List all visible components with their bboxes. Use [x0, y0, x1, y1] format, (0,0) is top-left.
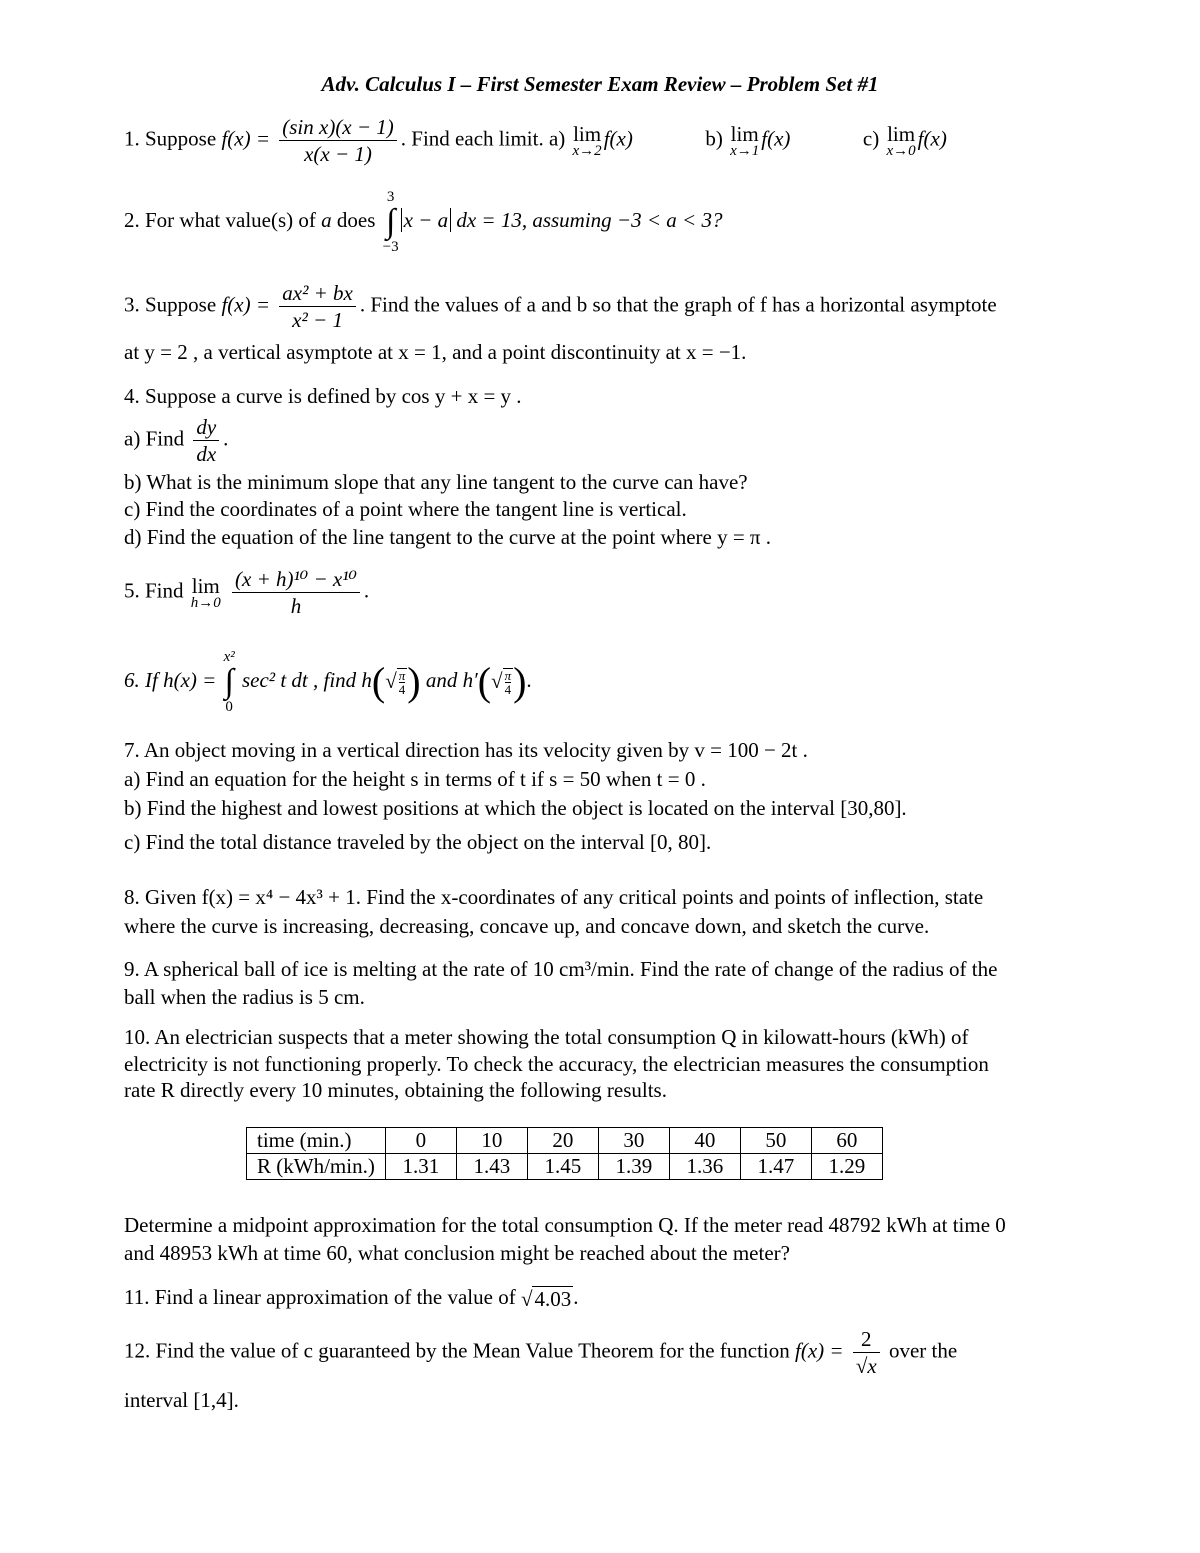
p12-numerator: 2 — [853, 1326, 880, 1353]
lim-label: lim — [573, 121, 602, 146]
p2-lead: 2. For what value(s) of — [124, 207, 316, 232]
problem-10-after1: Determine a midpoint approximation for the total consumption Q. If the meter read 48792 kWh at time 0 — [124, 1213, 1006, 1237]
problem-11 — [124, 1284, 578, 1312]
p1-text: . Find each limit. a) — [400, 126, 566, 151]
p12-lead: 12. Find the value of c guaranteed by the Mean Value Theorem for the function — [124, 1338, 790, 1363]
table-cell: 1.39 — [598, 1154, 669, 1180]
p5-denominator: h — [290, 594, 302, 618]
p1-fx-c: f(x) — [917, 126, 947, 151]
lim-subscript: x→1 — [730, 142, 760, 159]
p2-does: does — [336, 207, 376, 232]
lim-subscript: h→0 — [190, 594, 221, 611]
p3-text: . Find the values of a and b so that the graph of f has a horizontal asymptote — [359, 292, 997, 317]
p12-fraction — [853, 1326, 880, 1379]
p5-fraction — [232, 566, 360, 619]
problem-4b: b) What is the minimum slope that any line tangent to the curve can have? — [124, 470, 748, 494]
p6-integrand: sec² t dt , find h — [241, 667, 372, 692]
p3-fraction — [279, 280, 356, 333]
p2-a: a — [321, 207, 332, 232]
problem-3-line2: at y = 2 , a vertical asymptote at x = 1, and a point discontinuity at x = −1. — [124, 340, 747, 364]
p3-denominator: x² − 1 — [292, 308, 343, 332]
p11-sqrt: √4.03 — [520, 1287, 572, 1312]
problem-10-line1: 10. An electrician suspects that a meter showing the total consumption Q in kilowatt-hours (kWh) of — [124, 1025, 969, 1049]
page-title: Adv. Calculus I – First Semester Exam Review – Problem Set #1 — [321, 72, 879, 96]
problem-4c: c) Find the coordinates of a point where the tangent line is vertical. — [124, 497, 687, 521]
p6-integral — [224, 648, 235, 716]
problem-10-after2: and 48953 kWh at time 60, what conclusion might be reached about the meter? — [124, 1241, 790, 1265]
table-cell: 20 — [527, 1128, 598, 1154]
p5-lead: 5. Find — [124, 578, 184, 603]
problem-8-line1: 8. Given f(x) = x⁴ − 4x³ + 1. Find the x-coordinates of any critical points and points of inflection, state — [124, 885, 984, 909]
problem-2 — [124, 188, 722, 256]
p1-limit-b — [730, 121, 760, 159]
table-cell: 1.43 — [456, 1154, 527, 1180]
p1-denominator: x(x − 1) — [304, 142, 372, 166]
table-row-rate — [247, 1154, 883, 1180]
p6-lead: 6. If h(x) = — [124, 667, 217, 692]
left-paren: ( — [477, 659, 492, 704]
integral-lower: 0 — [225, 699, 233, 715]
table-cell: 10 — [456, 1128, 527, 1154]
p1-limit-c — [886, 121, 916, 159]
right-paren: ) — [513, 659, 527, 704]
p2-integrand: x − a — [401, 208, 452, 232]
p6-and: and h′ — [425, 667, 478, 692]
right-paren: ) — [407, 659, 421, 704]
table-cell: 30 — [598, 1128, 669, 1154]
p4a-numerator: dy — [193, 414, 219, 441]
problem-9-line1: 9. A spherical ball of ice is melting at the rate of 10 cm³/min. Find the rate of change of the radius of the — [124, 957, 998, 981]
problem-6: 6. If h(x) = x² ∫ 0 sec² t dt , find h(√ $\frac{\pi}{4}$ ) and h′(√ $\frac{\pi}{4}$ ). — [124, 649, 532, 715]
problem-5: 5. Find lim h→0 $\frac{\text{(x + h)¹⁰ − x¹⁰}}{h}$ . — [124, 567, 370, 618]
integral-sign: ∫ — [385, 203, 396, 240]
problem-7: 7. An object moving in a vertical direction has its velocity given by v = 100 − 2t . — [124, 738, 808, 762]
four: 4 — [504, 682, 512, 698]
p3-fx: f(x) = — [221, 292, 270, 317]
p1-fx-b: f(x) — [761, 126, 791, 151]
p1-fx-a: f(x) — [603, 126, 633, 151]
problem-12 — [124, 1326, 957, 1379]
p1-fx: f(x) = — [221, 126, 270, 151]
table-cell: 40 — [669, 1128, 740, 1154]
integral-sign: ∫ — [224, 663, 234, 700]
lim-label: lim — [730, 121, 759, 146]
table-header-rate: R (kWh/min.) — [247, 1154, 386, 1180]
p5-limit — [190, 573, 221, 611]
problem-7c: c) Find the total distance traveled by the object on the interval [0, 80]. — [124, 830, 712, 854]
lim-subscript: x→0 — [886, 142, 916, 159]
problem-8-line2: where the curve is increasing, decreasing, concave up, and concave down, and sketch the curve. — [124, 914, 930, 938]
p1-limit-a — [572, 121, 602, 159]
lim-subscript: x→2 — [572, 142, 602, 159]
pi-symbol: π — [504, 668, 512, 684]
p3-lead: 3. Suppose — [124, 292, 217, 317]
table-cell: 1.29 — [811, 1154, 882, 1180]
p4a-denominator: dx — [196, 442, 217, 466]
left-paren: ( — [371, 659, 386, 704]
p1-lead: 1. Suppose — [124, 126, 217, 151]
problem-10-line3: rate R directly every 10 minutes, obtaining the following results. — [124, 1078, 667, 1102]
problem-4a: a) Find $\frac{dy}{dx}$ . — [124, 415, 229, 466]
problem-4d: d) Find the equation of the line tangent to the curve at the point where y = π . — [124, 525, 772, 549]
pi-over-4 — [399, 669, 406, 696]
problem-4: 4. Suppose a curve is defined by cos y + x = y . — [124, 384, 522, 408]
problem-7a: a) Find an equation for the height s in terms of t if s = 50 when t = 0 . — [124, 767, 706, 791]
table-cell: 1.31 — [385, 1154, 456, 1180]
pi-symbol: π — [398, 668, 406, 684]
table-header-time: time (min.) — [247, 1128, 386, 1154]
p2-integral — [383, 188, 399, 256]
problem-12-line2: interval [1,4]. — [124, 1388, 239, 1412]
p12-radicand: x — [867, 1354, 877, 1378]
p3-numerator: ax² + bx — [279, 280, 356, 307]
problem-3 — [124, 280, 997, 333]
lim-label: lim — [191, 573, 220, 598]
problem-7b: b) Find the highest and lowest positions at which the object is located on the interval [30,80]. — [124, 796, 907, 820]
p4a-fraction — [193, 414, 219, 467]
table-cell: 50 — [740, 1128, 811, 1154]
p6-sqrt-2: √ $\frac{\pi}{4}$ — [491, 668, 512, 698]
integral-upper: 3 — [386, 189, 395, 205]
p12-denominator: √x — [855, 1354, 877, 1378]
table-cell: 1.36 — [669, 1154, 740, 1180]
p5-numerator: (x + h)¹⁰ − x¹⁰ — [232, 566, 360, 593]
p1-c-label: c) — [862, 126, 880, 151]
integral-upper: x² — [223, 649, 235, 665]
table-row-time — [247, 1128, 883, 1154]
p11-tail: . — [573, 1285, 579, 1309]
pi-over-4 — [505, 669, 512, 696]
p12-tail: over the — [888, 1338, 958, 1363]
integral-lower: −3 — [382, 239, 399, 255]
table-cell: 1.45 — [527, 1154, 598, 1180]
p2-rest: dx = 13, assuming −3 < a < 3? — [456, 207, 723, 232]
p1-b-label: b) — [705, 126, 723, 151]
p12-fx: f(x) = — [795, 1338, 844, 1363]
table-cell: 60 — [811, 1128, 882, 1154]
consumption-table — [246, 1127, 883, 1180]
p6-sqrt-1: √ $\frac{\pi}{4}$ — [385, 668, 406, 698]
lim-label: lim — [887, 121, 916, 146]
p11-lead: 11. Find a linear approximation of the value of — [124, 1285, 516, 1309]
four: 4 — [398, 682, 406, 698]
p1-numerator: (sin x)(x − 1) — [279, 114, 397, 141]
p1-fraction — [279, 114, 397, 167]
table-cell: 1.47 — [740, 1154, 811, 1180]
p11-radicand: 4.03 — [534, 1287, 572, 1312]
p4a-label: a) Find — [124, 426, 185, 451]
problem-1 — [124, 114, 947, 167]
table-cell: 0 — [385, 1128, 456, 1154]
problem-10-line2: electricity is not functioning properly. To check the accuracy, the electrician measures the consumption — [124, 1052, 989, 1076]
problem-9-line2: ball when the radius is 5 cm. — [124, 985, 365, 1009]
